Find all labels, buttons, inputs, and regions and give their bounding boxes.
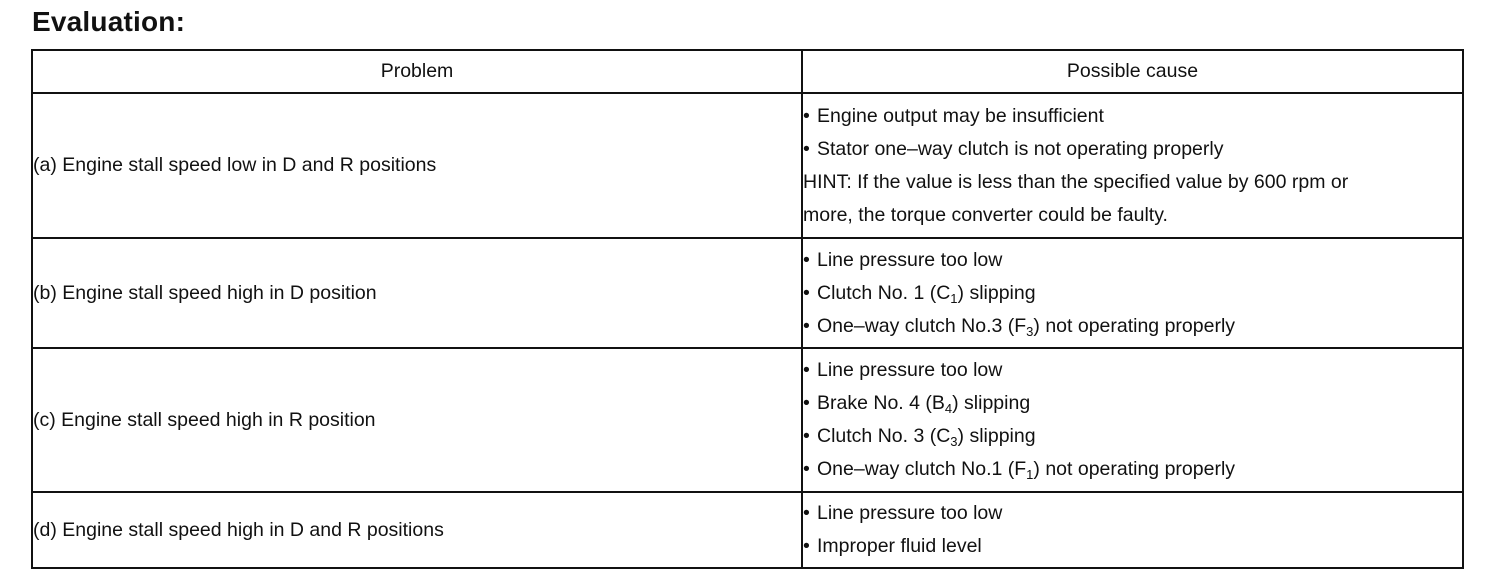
bullet: •: [803, 502, 810, 524]
bullet: •: [803, 425, 810, 447]
table-row: [32, 348, 1463, 492]
table-row: [32, 93, 1463, 238]
subscript: 1: [1026, 467, 1034, 482]
page-title: Evaluation:: [32, 6, 186, 37]
cause-text: Brake No. 4 (B: [817, 392, 945, 414]
subscript: 4: [944, 401, 953, 416]
problem-cell: (d) Engine stall speed high in D and R positions: [32, 492, 802, 568]
table-row: [32, 238, 1463, 348]
cause-cell: [802, 492, 1463, 568]
cause-item: [803, 497, 1462, 530]
cause-text: Stator one–way clutch is not operating properly: [817, 137, 1224, 160]
evaluation-table: [31, 49, 1464, 569]
column-header-problem: Problem: [32, 50, 802, 93]
hint-text: [803, 199, 1462, 232]
cause-item: [803, 530, 1462, 563]
cause-text: Clutch No. 1 (C: [817, 281, 951, 304]
cause-text-after: ) slipping: [957, 281, 1036, 304]
cause-item: [803, 310, 1462, 343]
bullet: •: [803, 248, 810, 271]
bullet: •: [803, 104, 810, 127]
cause-cell: [802, 348, 1463, 492]
cause-text-after: ) slipping: [957, 425, 1036, 447]
cause-text-after: ) not operating properly: [1033, 458, 1236, 480]
table-row: [32, 492, 1463, 568]
cause-cell: [802, 238, 1463, 348]
bullet: •: [803, 392, 810, 414]
problem-cell: (c) Engine stall speed high in R position: [32, 348, 802, 492]
bullet: •: [803, 458, 810, 480]
cause-text: One–way clutch No.1 (F: [817, 458, 1027, 480]
hint-line: HINT: If the value is less than the specified value by 600 rpm or: [803, 170, 1349, 193]
cause-text: Line pressure too low: [817, 248, 1003, 271]
cause-item: [803, 100, 1462, 133]
hint-text: [803, 166, 1462, 199]
cause-cell: [802, 93, 1463, 238]
bullet: •: [803, 359, 810, 381]
cause-text: Improper fluid level: [817, 535, 982, 557]
hint-line: more, the torque converter could be faulty.: [803, 203, 1168, 226]
cause-text: Line pressure too low: [817, 502, 1003, 524]
cause-item: [803, 244, 1462, 277]
cause-text-after: ) not operating properly: [1033, 314, 1236, 337]
subscript: 3: [950, 434, 958, 449]
cause-text-after: ) slipping: [952, 392, 1031, 414]
cause-text: Line pressure too low: [817, 359, 1003, 381]
cause-item: [803, 354, 1462, 387]
column-header-possible-cause: Possible cause: [802, 50, 1463, 93]
cause-text: One–way clutch No.3 (F: [817, 314, 1027, 337]
bullet: •: [803, 314, 810, 337]
bullet: •: [803, 535, 810, 557]
table-header-row: [32, 50, 1463, 93]
cause-text: Clutch No. 3 (C: [817, 425, 951, 447]
cause-item: [803, 277, 1462, 310]
cause-item: [803, 453, 1462, 486]
bullet: •: [803, 137, 810, 160]
cause-item: [803, 133, 1462, 166]
problem-cell: (a) Engine stall speed low in D and R positions: [32, 93, 802, 238]
cause-item: [803, 420, 1462, 453]
cause-text: Engine output may be insufficient: [817, 104, 1104, 127]
cause-item: [803, 387, 1462, 420]
subscript: 3: [1026, 323, 1034, 339]
subscript: 1: [950, 290, 958, 306]
bullet: •: [803, 281, 810, 304]
problem-cell: (b) Engine stall speed high in D position: [32, 238, 802, 348]
